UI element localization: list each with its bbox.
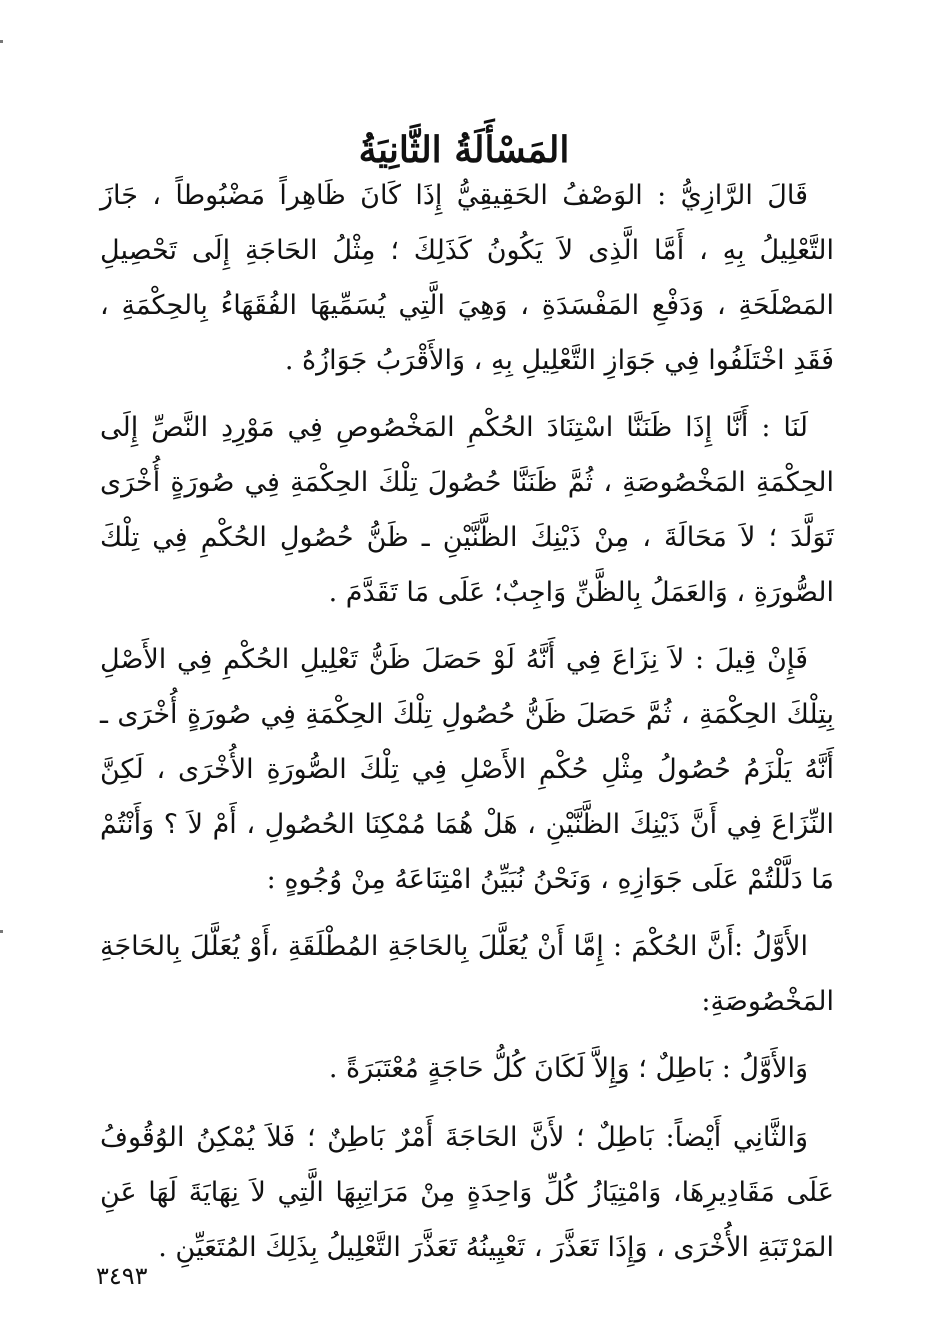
page-number: ٣٤٩٣ bbox=[96, 1262, 148, 1290]
scan-edge-mark bbox=[0, 40, 3, 43]
paragraph: قَالَ الرَّازِيُّ : الوَصْفُ الحَقِيقِيُّ إِذَا كَانَ ظَاهِراً مَضْبُوطاً ، جَازَ التَّعْلِيلُ بِهِ ، أَمَّا الَّذِى لاَ يَكُونُ كَذَلِكَ ؛ مِثْلُ الحَاجَةِ إِلَى تَحْصِيلِ المَصْلَحَةِ ، وَدَفْعِ المَفْسَدَةِ ، وَهِيَ الَّتِي يُسَمِّيهَا الفُقَهَاءُ بِالحِكْمَةِ ، فَقَدِ اخْتَلَفُوا فِي جَوَازِ التَّعْلِيلِ بِهِ ، وَالأَقْرَبُ جَوَازُهُ . bbox=[100, 180, 834, 376]
scan-edge-mark bbox=[0, 930, 3, 933]
paragraph: وَالأَوَّلُ : بَاطِلٌ ؛ وَإِلاَّ لَكَانَ كُلُّ حَاجَةٍ مُعْتَبَرَةً . bbox=[328, 1053, 808, 1084]
paragraph: وَالثَّانِي أَيْضاً: بَاطِلٌ ؛ لأَنَّ الحَاجَةَ أَمْرٌ بَاطِنٌ ؛ فَلاَ يُمْكِنُ الوُقُوفُ عَلَى مَقَادِيرِهَا، وَامْتِيَازُ كُلِّ وَاحِدَةٍ مِنْ مَرَاتِبِهَا الَّتِي لاَ نِهَايَةَ لَهَا عَنِ المَرْتَبَةِ الأُخْرَى ، وَإِذَا تَعَذَّرَ ، تَعْيِينُهُ تَعَذَّرَ التَّعْلِيلُ بِذَلِكَ المُتَعَيِّنِ . bbox=[100, 1122, 834, 1263]
paragraph: لَنَا : أَنَّا إِذَا ظَنَنَّا اسْتِنَادَ الحُكْمِ المَخْصُوصِ فِي مَوْرِدِ النَّصِّ إِلَى الحِكْمَةِ المَخْصُوصَةِ ، ثُمَّ ظَنَنَّا حُصُولَ تِلْكَ الحِكْمَةِ فِي صُورَةٍ أُخْرَى تَوَلَّدَ ؛ لاَ مَحَالَةَ ، مِنْ ذَيْنِكَ الظَّنَّيْنِ ـ ظَنُّ حُصُولِ الحُكْمِ فِي تِلْكَ الصُّورَةِ ، وَالعَمَلُ بِالظَّنِّ وَاجِبٌ؛ عَلَى مَا تَقَدَّمَ . bbox=[100, 412, 834, 608]
body-text bbox=[100, 168, 834, 1287]
paragraph: فَإِنْ قِيلَ : لاَ نِزَاعَ فِي أَنَّهُ لَوْ حَصَلَ ظَنُّ تَعْلِيلِ الحُكْمِ فِي الأَصْلِ بِتِلْكَ الحِكْمَةِ ، ثُمَّ حَصَلَ ظَنُّ حُصُولِ تِلْكَ الحِكْمَةِ فِي صُورَةٍ أُخْرَى ـ أَنَّهُ يَلْزَمُ حُصُولُ مِثْلِ حُكْمِ الأَصْلِ فِي تِلْكَ الصُّورَةِ الأُخْرَى ، لَكِنَّ النِّزَاعَ فِي أَنَّ ذَيْنِكَ الظَّنَّيْنِ ، هَلْ هُمَا مُمْكِنَا الحُصُولِ ، أَمْ لاَ ؟ وَأَنْتُمْ مَا دَلَّلْتُمْ عَلَى جَوَازِهِ ، وَنَحْنُ نُبَيِّنُ امْتِنَاعَهُ مِنْ وُجُوهٍ : bbox=[100, 644, 834, 895]
section-title: المَسْأَلَةُ الثَّانِيَةُ bbox=[358, 129, 570, 172]
paragraph: الأَوَّلُ :أَنَّ الحُكْمَ : إِمَّا أَنْ يُعَلَّلَ بِالحَاجَةِ المُطْلَقَةِ ،أَوْ يُعَلَّلَ بِالحَاجَةِ المَخْصُوصَةِ: bbox=[100, 931, 834, 1017]
